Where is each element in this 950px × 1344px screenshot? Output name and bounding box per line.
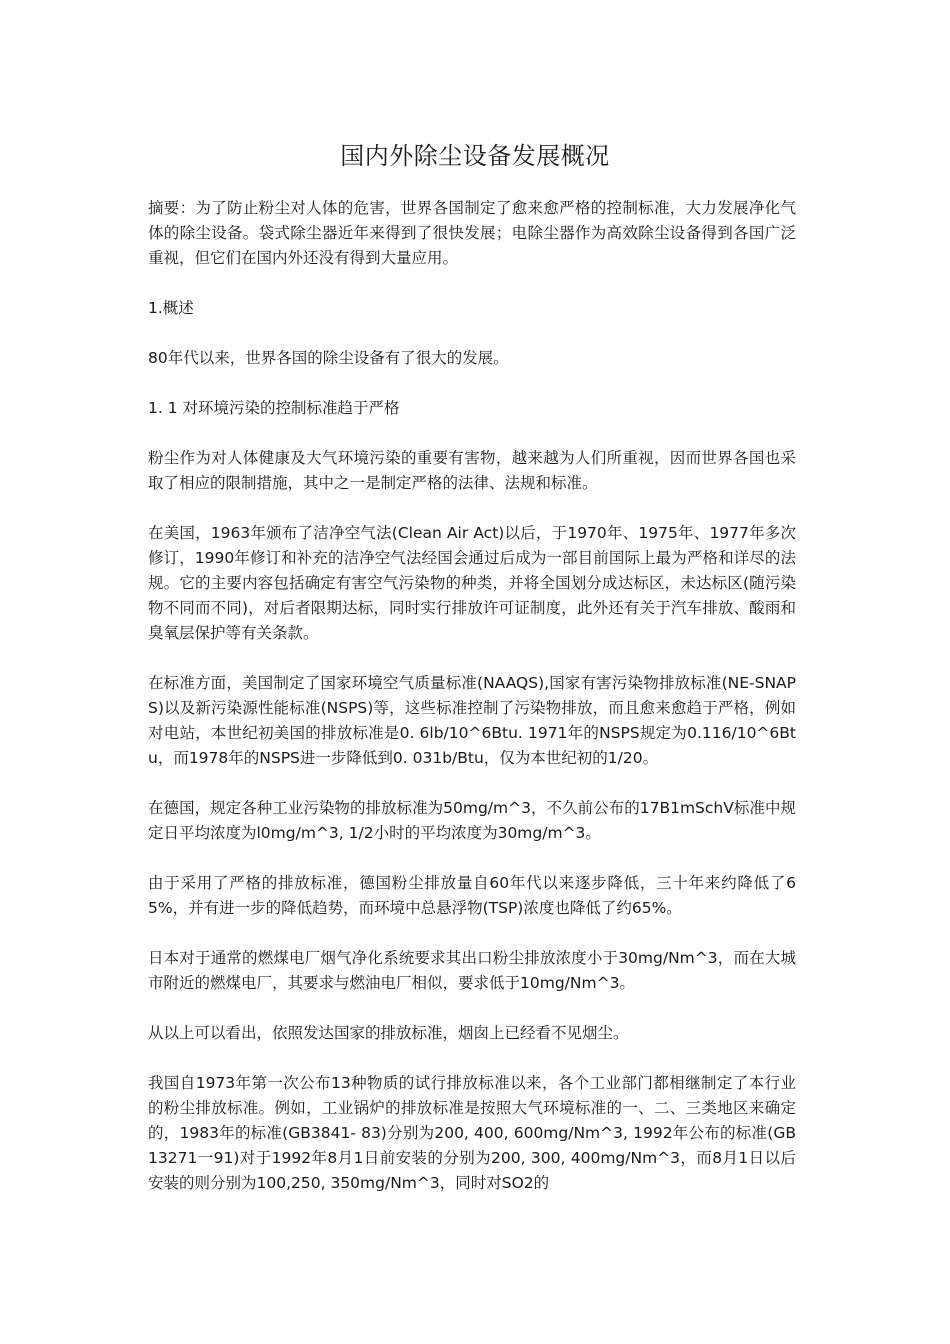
subsection-heading: 1. 1 对环境污染的控制标准趋于严格 bbox=[148, 399, 400, 417]
document-body bbox=[148, 196, 796, 1221]
paragraph-germany: 在德国，规定各种工业污染物的排放标准为50mg/m^3，不久前公布的17B1mSchV标准中规定日平均浓度为l0mg/m^3, 1/2小时的平均浓度为30mg/m^3。 bbox=[148, 799, 796, 842]
paragraph-summary: 从以上可以看出，依照发达国家的排放标准，烟囱上已经看不见烟尘。 bbox=[148, 1024, 629, 1042]
abstract-paragraph: 摘要：为了防止粉尘对人体的危害，世界各国制定了愈来愈严格的控制标准，大力发展净化气体的除尘设备。袋式除尘器近年来得到了很快发展；电除尘器作为高效除尘设备得到各国广泛重视，但它们在国内外还没有得到大量应用。 bbox=[148, 199, 796, 267]
paragraph-usa-standards: 在标准方面，美国制定了国家环境空气质量标准(NAAQS),国家有害污染物排放标准(NE-SNAPS)以及新污染源性能标准(NSPS)等，这些标准控制了污染物排放，而且愈来愈趋于严格，例如对电站，本世纪初美国的排放标准是0. 6lb/10^6Btu. 1971年的NSPS规定为0.116/10^6Btu，而1978年的NSPS进一步降低到0. 031b/Btu，仅为本世纪初的1/20。 bbox=[148, 674, 796, 767]
paragraph: 粉尘作为对人体健康及大气环境污染的重要有害物，越来越为人们所重视，因而世界各国也采取了相应的限制措施，其中之一是制定严格的法律、法规和标准。 bbox=[148, 449, 796, 492]
paragraph-china: 我国自1973年第一次公布13种物质的试行排放标准以来，各个工业部门都相继制定了本行业的粉尘排放标准。例如，工业锅炉的排放标准是按照大气环境标准的一、二、三类地区来确定的，1983年的标准(GB3841- 83)分别为200, 400, 600mg/Nm^3, 1992年公布的标准(GB13271一91)对于1992年8月1日前安装的分别为200, 300, 400mg/Nm^3，而8月1日以后安装的则分别为100,250, 350mg/Nm^3，同时对SO2的 bbox=[148, 1074, 796, 1192]
paragraph-japan: 日本对于通常的燃煤电厂烟气净化系统要求其出口粉尘排放浓度小于30mg/Nm^3，而在大城市附近的燃煤电厂，其要求与燃油电厂相似，要求低于10mg/Nm^3。 bbox=[148, 949, 796, 992]
document-title: 国内外除尘设备发展概况 bbox=[340, 142, 610, 170]
paragraph-germany-trend: 由于采用了严格的排放标准，德国粉尘排放量自60年代以来逐步降低，三十年来约降低了65%，并有进一步的降低趋势，而环境中总悬浮物(TSP)浓度也降低了约65%。 bbox=[148, 874, 796, 917]
paragraph-usa-law: 在美国，1963年颁布了洁净空气法(Clean Air Act)以后，于1970年、1975年、1977年多次修订，1990年修订和补充的洁净空气法经国会通过后成为一部目前国际上最为严格和详尽的法规。它的主要内容包括确定有害空气污染物的种类，并将全国划分成达标区，未达标区(随污染物不同而不同)，对后者限期达标，同时实行排放许可证制度，此外还有关于汽车排放、酸雨和臭氧层保护等有关条款。 bbox=[148, 524, 796, 642]
paragraph: 80年代以来，世界各国的除尘设备有了很大的发展。 bbox=[148, 349, 509, 367]
section-heading-overview: 1.概述 bbox=[148, 299, 194, 317]
